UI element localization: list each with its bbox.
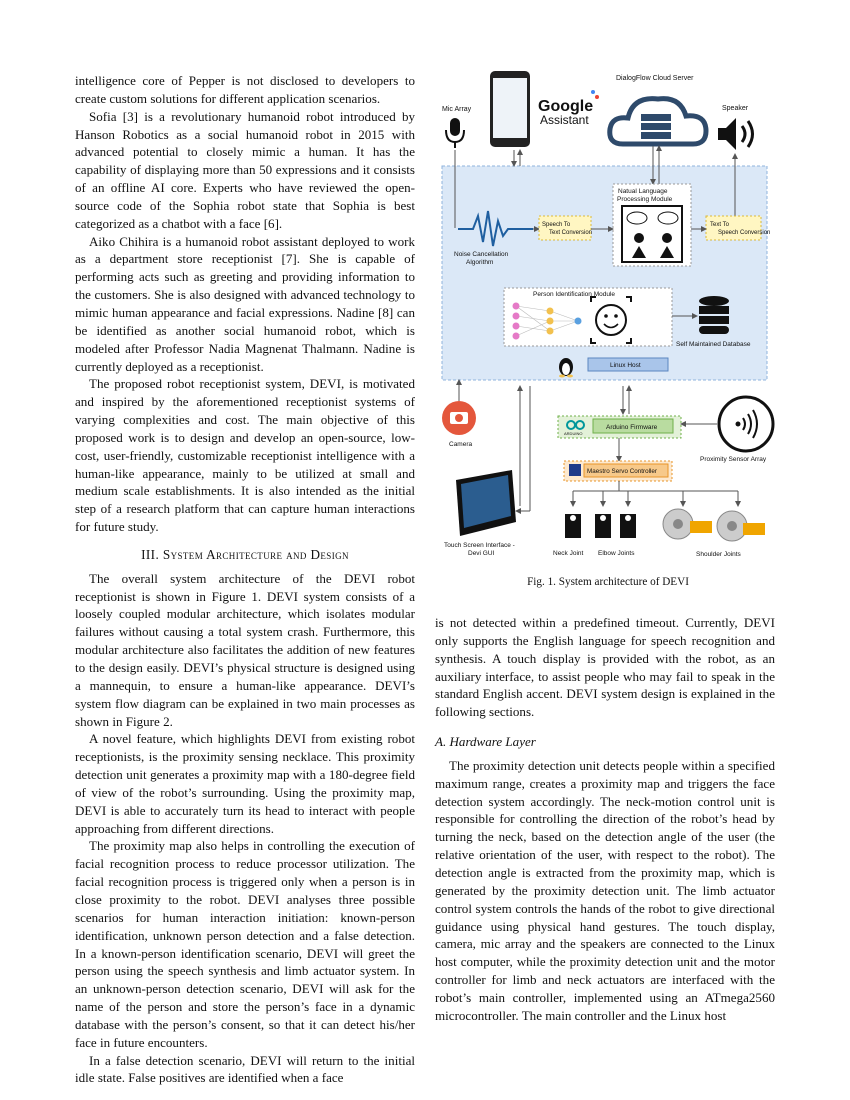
section-title: III. System Architecture and Design <box>141 546 349 562</box>
nlp-label-line2: Processing Module <box>617 196 673 203</box>
touch-screen-icon <box>456 470 516 536</box>
shoulder-label: Shoulder Joints <box>696 551 741 558</box>
stt-label-line2: Text Conversion <box>549 230 593 236</box>
noise-label-line2: Algorithm <box>466 259 494 266</box>
camera-icon <box>442 401 476 435</box>
proximity-sensor-icon <box>719 397 773 451</box>
architecture-diagram <box>438 66 778 576</box>
paragraph: Aiko Chihira is a humanoid robot assistant deployed to work as a department store receptionist [7]. She is capable of performing acts such as greeting and providing information to the customers. She is also designed with advanced technology to mimic human appearance and facial expressions. Nadine [8] can be identified as another social humanoid robot, which is modeled after Professor Nadia Magnenat Thalmann. Nadine is currently deployed as a receptionist. <box>75 233 415 374</box>
database-label: Self Maintained Database <box>676 341 751 348</box>
phone-icon <box>490 71 530 147</box>
speaker-icon <box>718 118 753 150</box>
left-column <box>75 72 415 1087</box>
proximity-label: Proximity Sensor Array <box>700 456 767 463</box>
elbow-label: Elbow Joints <box>598 550 635 557</box>
google-dot-icon <box>595 95 599 99</box>
person-id-label: Person Identification Module <box>533 291 616 298</box>
touch-screen-label-line2: Devi GUI <box>468 550 495 557</box>
paragraph: intelligence core of Pepper is not disclosed to developers to create custom solutions for different application scenarios. <box>75 73 415 106</box>
figure-caption: Fig. 1. System architecture of DEVI <box>527 576 689 588</box>
neck-servo-icon <box>565 514 581 538</box>
maestro-logo-icon <box>569 464 581 476</box>
arduino-logo-label: ARDUINO <box>564 431 583 436</box>
paragraph: Sofia [3] is a revolutionary humanoid robot introduced by Hanson Robotics as a social humanoid robot in 2015 with advanced potential to closely mimic a human. It has the capability of displaying more than 50 expressions and it consists of an offline AI core. Experts who have reviewed the open-source code of the Sophia robot state that Sophia is best categorized as a chatbot with a face [6]. <box>75 108 415 231</box>
arduino-firmware-label: Arduino Firmware <box>606 424 658 431</box>
paragraph: The proximity detection unit detects people within a specified maximum range, creates a proximity map and triggers the face detection system accordingly. The neck-motion control unit is responsible for controlling the direction of the robot’s head by turning the neck, based on the detection angle of the user (the relative orientation of the user, with respect to the robot). The detection angle is extracted from the proximity map, which is generated by the proximity detection unit. The limb actuator control system controls the hands of the robot to give directional guidance using physical hand gestures. The touch display, camera, mic array and the speakers are connected to the Linux host computer, while the proximity detection unit and the motor controller for limb and neck actuators are interfaced with the robot’s main controller, implemented using an ATmega2560 microcontroller. The main controller and the Linux host <box>435 757 775 1023</box>
system-architecture-figure <box>438 66 778 576</box>
paragraph: The proposed robot receptionist system, DEVI, is motivated and inspired by the aforementioned receptionist systems of varying complexities and cost. The main objective of this proposed work is to design and develop an open-source, low-cost, user-friendly, customizable receptionist intelligence with a human-like appearance, mainly to be utilized at small and medium scale establishments. It is also intended as the initial step of a research platform that can capture human interactions for future study. <box>75 376 415 535</box>
elbow-servo-icon <box>595 514 636 538</box>
microphone-icon <box>446 118 464 148</box>
stt-label-line1: Speech To <box>542 222 571 228</box>
right-column <box>435 614 775 1025</box>
shoulder-joint-icon <box>663 509 765 541</box>
speaker-label: Speaker <box>722 105 749 112</box>
paragraph: is not detected within a predefined timeout. Currently, DEVI only supports the English language for speech recognition and synthesis. A touch display is provided with the robot, as an auxiliary interface, to assist people who may fail to speak in the standard English accent. DEVI system design is explained in the following sections. <box>435 615 775 720</box>
paragraph: The proximity map also helps in controlling the execution of facial recognition process to reduce processor utilization. The facial recognition process is triggered only when a person is in close proximity to the robot. DEVI analyses three possible scenarios for human interaction initiation: known-person identification, unknown person detection and a false detection. In a known-person identification scenario, DEVI will greet the person using the speech synthesis and limb actuator system. In an unknown-person detection scenario, DEVI will ask for the name of the person and store the person’s face in a dynamic database with the person’s consent, so that it can detect his/her face in future encounters. <box>75 838 415 1050</box>
cloud-server-icon <box>610 99 706 144</box>
paragraph: The overall system architecture of the DEVI robot receptionist is shown in Figure 1. DEVI system consists of a loosely coupled modular architecture, which isolates modular failures without causing a total system crash. Furthermore, this modular architecture also facilitates the addition of new features to the design easily. DEVI’s physical structure is designed using a mannequin, to ensure a human-like appearance. DEVI’s system flow diagram can be explained in two main processes as shown in Figure 2. <box>75 570 415 729</box>
subsection-title: A. Hardware Layer <box>435 734 536 750</box>
noise-label-line1: Noise Cancellation <box>454 251 509 258</box>
dialogflow-label: DialogFlow Cloud Server <box>616 75 694 82</box>
assistant-label: Assistant <box>540 113 589 127</box>
tts-label-line2: Speech Conversion <box>718 230 771 236</box>
paragraph: In a false detection scenario, DEVI will return to the initial idle state. False positives are identified when a face <box>75 1052 415 1086</box>
stt-box <box>539 216 591 240</box>
tux-icon <box>559 358 573 378</box>
tts-label-line1: Text To <box>710 222 729 228</box>
google-dot-icon <box>591 90 595 94</box>
paragraph: A novel feature, which highlights DEVI from existing robot receptionists, is the proximity sensing necklace. This proximity detection unit generates a proximity map with a 180-degree field of view of the robot’s surrounding. Using the proximity map, DEVI is able to accurately turn its head to interact with people approaching from different directions. <box>75 731 415 836</box>
camera-label: Camera <box>449 441 473 448</box>
maestro-label: Maestro Servo Controller <box>587 468 657 475</box>
google-label: Google <box>538 98 594 115</box>
nlp-label-line1: Natual Language <box>618 188 668 195</box>
touch-screen-label-line1: Touch Screen Interface - <box>444 542 515 549</box>
conversation-icon <box>622 206 682 262</box>
mic-array-label: Mic Array <box>442 106 472 113</box>
tts-box <box>706 216 761 240</box>
linux-host-label: Linux Host <box>610 362 641 369</box>
neck-label: Neck Joint <box>553 550 584 557</box>
